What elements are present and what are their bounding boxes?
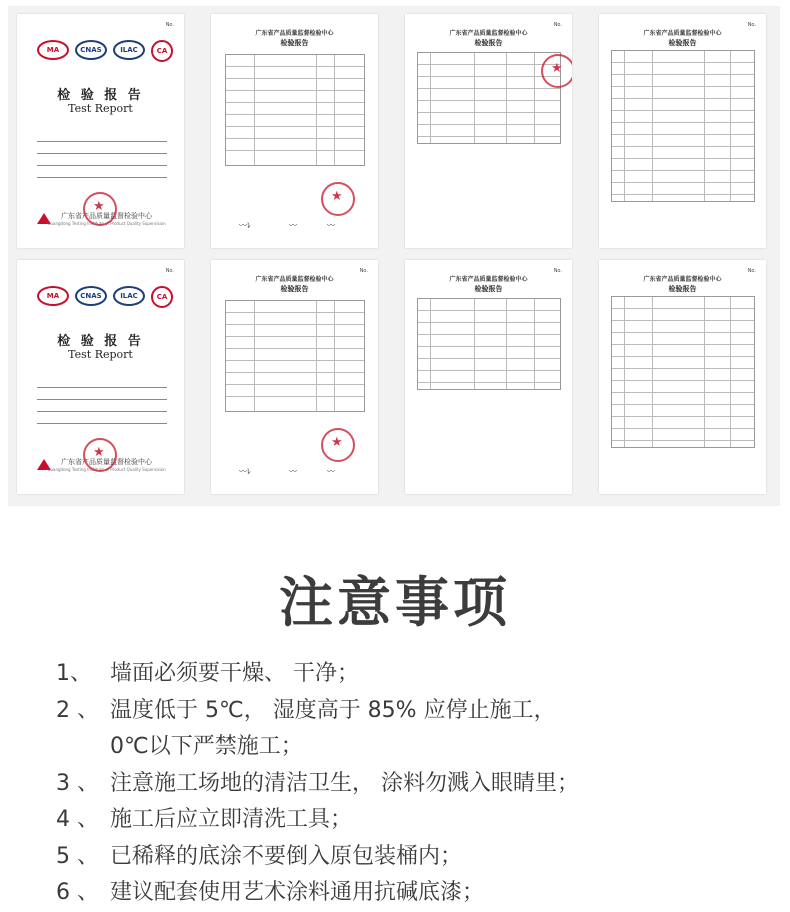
cal-logo-icon: CA	[151, 40, 173, 62]
signature-icon: 〰ﾚ	[239, 467, 251, 476]
note-item	[56, 839, 579, 876]
report-number: No.	[747, 268, 756, 274]
note-item	[56, 875, 579, 912]
note-text: 施工后应立即清洗工具；	[110, 807, 353, 832]
page-title: 检验报告	[280, 285, 309, 293]
note-number: 3 、	[56, 770, 99, 796]
note-text: 已稀释的底涂不要倒入原包装桶内；	[110, 843, 463, 869]
notes-heading: 注意事项	[279, 571, 511, 634]
report-cover-page	[17, 14, 184, 248]
note-item	[56, 802, 579, 839]
notes-list	[56, 656, 579, 912]
cover-field-line	[37, 146, 167, 154]
results-table	[417, 52, 561, 144]
report-number: No.	[165, 22, 174, 28]
note-text: 建议配套使用艺术涂料通用抗碱底漆；	[110, 880, 485, 905]
report-results-page	[599, 14, 766, 248]
test-report-gallery	[8, 6, 780, 506]
page-title: 检验报告	[280, 39, 309, 47]
report-number: No.	[747, 22, 756, 28]
red-seal-stamp-icon	[321, 428, 355, 462]
note-text: 温度低于 5℃， 湿度高于 85% 应停止施工，	[110, 697, 556, 723]
note-item	[56, 693, 579, 730]
certification-logos	[37, 40, 173, 62]
info-table	[225, 300, 365, 412]
cover-field-line	[37, 404, 167, 412]
cma-logo-icon: MA	[37, 286, 69, 306]
report-number: No.	[359, 268, 368, 274]
info-table	[225, 54, 365, 166]
cover-footer: 广东省产品质量监督检验中心 Guangdong Testing Institute of Product Quality Supervision	[47, 212, 166, 226]
signature-icon: 〰	[327, 467, 335, 476]
cover-field-line	[37, 380, 167, 388]
red-seal-stamp-icon	[321, 182, 355, 216]
report-results-page	[405, 14, 572, 248]
page-header: 广东省产品质量监督检验中心	[255, 30, 334, 37]
red-seal-stamp-icon	[541, 54, 572, 88]
page-header: 广东省产品质量监督检验中心	[643, 276, 722, 283]
cover-footer: 广东省产品质量监督检验中心 Guangdong Testing Institute of Product Quality Supervision	[47, 458, 166, 472]
report-info-page	[211, 260, 378, 494]
note-number: 1、	[56, 661, 92, 686]
page-title: 检验报告	[474, 285, 503, 293]
cnas-logo-icon: CNAS	[75, 40, 107, 60]
note-item-continuation	[56, 729, 579, 766]
cover-title: 检 验 报 告	[57, 334, 144, 349]
note-text: 0℃以下严禁施工；	[110, 734, 303, 759]
note-item	[56, 656, 579, 693]
signature-icon: 〰	[289, 467, 297, 476]
results-table	[417, 298, 561, 390]
note-number: 4 、	[56, 807, 99, 832]
signature-icon: 〰ﾚ	[239, 221, 251, 230]
ilac-logo-icon: ILAC	[113, 286, 145, 306]
ilac-logo-icon: ILAC	[113, 40, 145, 60]
cover-subtitle: Test Report	[68, 102, 133, 115]
note-number: 6 、	[56, 880, 99, 905]
cover-field-line	[37, 392, 167, 400]
report-info-page	[211, 14, 378, 248]
red-seal-stamp-icon	[83, 438, 117, 472]
report-number: No.	[553, 268, 562, 274]
cover-title: 检 验 报 告	[57, 88, 144, 103]
cal-logo-icon: CA	[151, 286, 173, 308]
note-text: 注意施工场地的清洁卫生， 涂料勿溅入眼睛里；	[110, 770, 579, 796]
cover-field-line	[37, 158, 167, 166]
report-number: No.	[553, 22, 562, 28]
results-table	[611, 50, 755, 202]
page-title: 检验报告	[474, 39, 503, 47]
report-cover-page	[17, 260, 184, 494]
page-header: 广东省产品质量监督检验中心	[255, 276, 334, 283]
cover-field-line	[37, 416, 167, 424]
page-title: 检验报告	[668, 39, 697, 47]
signature-icon: 〰	[327, 221, 335, 230]
report-results-page	[599, 260, 766, 494]
page-title: 检验报告	[668, 285, 697, 293]
cover-subtitle: Test Report	[68, 348, 133, 361]
results-table	[611, 296, 755, 448]
note-item	[56, 766, 579, 803]
page-header: 广东省产品质量监督检验中心	[449, 30, 528, 37]
report-number: No.	[165, 268, 174, 274]
page-header: 广东省产品质量监督检验中心	[449, 276, 528, 283]
page-header: 广东省产品质量监督检验中心	[643, 30, 722, 37]
note-number: 2 、	[56, 697, 99, 723]
note-number: 5 、	[56, 843, 99, 869]
cnas-logo-icon: CNAS	[75, 286, 107, 306]
signature-icon: 〰	[289, 221, 297, 230]
note-text: 墙面必须要干燥、 干净；	[110, 661, 359, 686]
cma-logo-icon: MA	[37, 40, 69, 60]
certification-logos	[37, 286, 173, 308]
report-results-page	[405, 260, 572, 494]
cover-field-line	[37, 170, 167, 178]
cover-field-line	[37, 134, 167, 142]
red-seal-stamp-icon	[83, 192, 117, 226]
